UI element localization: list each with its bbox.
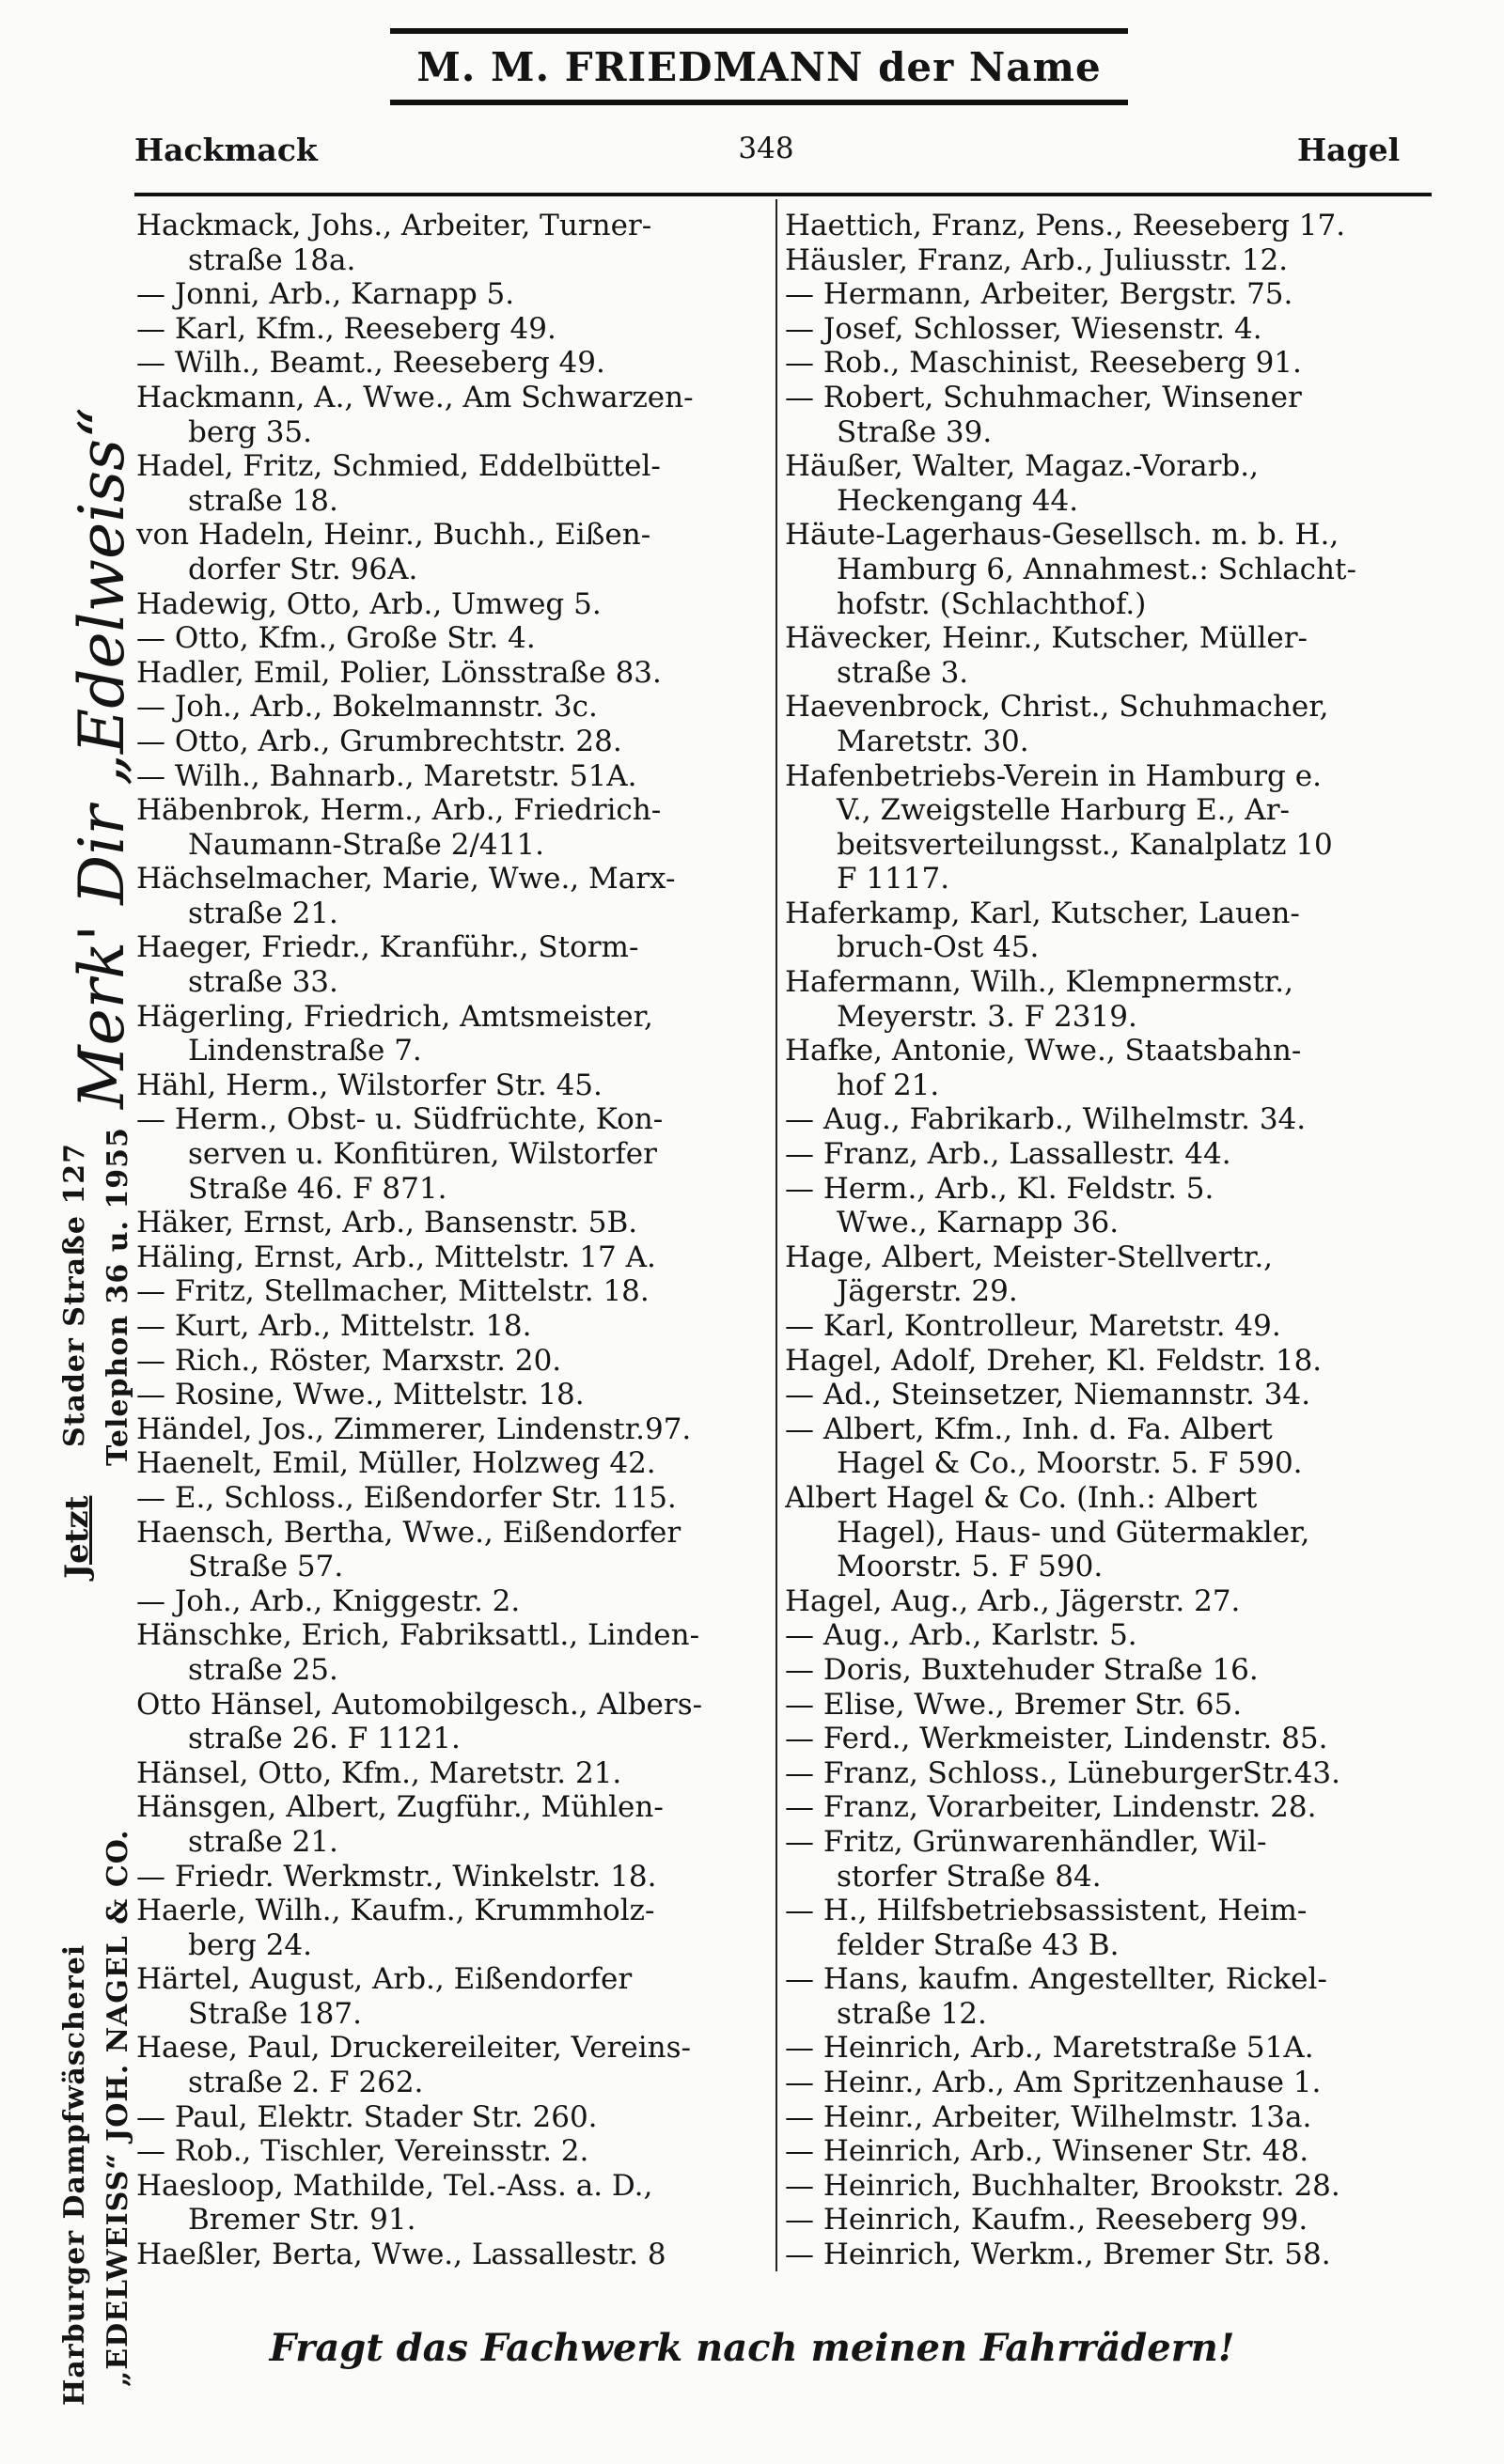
directory-entry-line: straße 2. F 262. <box>188 2066 424 2100</box>
directory-entry-line: Haenelt, Emil, Müller, Holzweg 42. <box>136 1446 656 1481</box>
directory-entry-line: Hafke, Antonie, Wwe., Staatsbahn- <box>785 1034 1302 1068</box>
directory-entry-line: V., Zweigstelle Harburg E., Ar- <box>837 793 1290 828</box>
directory-entry-line: Hähl, Herm., Wilstorfer Str. 45. <box>136 1068 603 1102</box>
directory-entry-line: — Heinrich, Arb., Winsener Str. 48. <box>785 2134 1309 2169</box>
directory-entry-line: — Fritz, Grünwarenhändler, Wil- <box>785 1824 1267 1859</box>
sidebar-address: Stader Straße 127 <box>58 1143 91 1447</box>
directory-entry-line: Straße 39. <box>837 414 993 449</box>
directory-entry-line: — Hans, kaufm. Angestellter, Rickel- <box>785 1962 1327 1997</box>
directory-entry-line: — Franz, Arb., Lassallestr. 44. <box>785 1137 1231 1172</box>
directory-entry-line: Härtel, August, Arb., Eißendorfer <box>136 1962 633 1997</box>
directory-entry-line: straße 18a. <box>188 242 356 277</box>
directory-entry-line: straße 26. F 1121. <box>188 1722 461 1756</box>
directory-entry-line: Hänsgen, Albert, Zugführ., Mühlen- <box>136 1790 664 1825</box>
directory-entry-line: Straße 187. <box>188 1996 362 2031</box>
sidebar-company-name: Harburger Dampfwäscherei <box>58 1943 91 2406</box>
directory-entry-line: Albert Hagel & Co. (Inh.: Albert <box>785 1480 1258 1515</box>
directory-entry-line: straße 18. <box>188 483 338 518</box>
directory-entry-line: Hackmack, Johs., Arbeiter, Turner- <box>136 209 652 242</box>
directory-entry-line: Haferkamp, Karl, Kutscher, Lauen- <box>785 896 1300 930</box>
directory-entry-line: bruch-Ost 45. <box>837 930 1040 965</box>
directory-entry-line: Hadel, Fritz, Schmied, Eddelbüttel- <box>136 449 661 484</box>
directory-entry-line: — Herm., Arb., Kl. Feldstr. 5. <box>785 1171 1214 1206</box>
directory-entry-line: Häusler, Franz, Arb., Juliusstr. 12. <box>785 242 1289 277</box>
directory-entry-line: — Robert, Schuhmacher, Winsener <box>785 380 1302 414</box>
directory-entry-line: — Fritz, Stellmacher, Mittelstr. 18. <box>136 1274 650 1309</box>
directory-entry-line: — Heinr., Arb., Am Spritzenhause 1. <box>785 2066 1322 2100</box>
directory-entry-line: — Doris, Buxtehuder Straße 16. <box>785 1652 1259 1687</box>
page-number: 348 <box>738 132 794 165</box>
left-column <box>136 209 764 2272</box>
directory-entry-line: — Heinrich, Buchhalter, Brookstr. 28. <box>785 2168 1340 2203</box>
directory-entry-line: — Rob., Tischler, Vereinsstr. 2. <box>136 2134 589 2169</box>
right-column <box>785 209 1434 2272</box>
directory-entry-line: Maretstr. 30. <box>837 724 1029 758</box>
directory-entry-line: serven u. Konfitüren, Wilstorfer <box>188 1137 657 1172</box>
directory-entry-line: straße 3. <box>837 655 969 690</box>
directory-entry-line: — Kurt, Arb., Mittelstr. 18. <box>136 1309 532 1343</box>
running-head-left: Hackmack <box>134 132 318 168</box>
directory-entry-line: Hafenbetriebs-Verein in Hamburg e. <box>785 758 1322 793</box>
directory-entry-line: Wwe., Karnapp 36. <box>837 1206 1120 1240</box>
directory-entry-line: — Rosine, Wwe., Mittelstr. 18. <box>136 1378 585 1412</box>
directory-entry-line: — Heinr., Arbeiter, Wilhelmstr. 13a. <box>785 2099 1312 2134</box>
running-head-right: Hagel <box>1297 132 1401 168</box>
directory-entry-line: Hägerling, Friedrich, Amtsmeister, <box>136 999 653 1034</box>
directory-entry-line: — Rich., Röster, Marxstr. 20. <box>136 1343 562 1378</box>
directory-entry-line: — Joh., Arb., Bokelmannstr. 3c. <box>136 690 598 725</box>
directory-entry-line: beitsverteilungsst., Kanalplatz 10 <box>837 827 1333 862</box>
directory-entry-line: straße 12. <box>837 1996 987 2031</box>
directory-entry-line: berg 24. <box>188 1927 313 1962</box>
directory-entry-line: Hächselmacher, Marie, Wwe., Marx- <box>136 862 676 897</box>
directory-entry-line: — Otto, Kfm., Große Str. 4. <box>136 621 536 656</box>
directory-entry-line: Haevenbrock, Christ., Schuhmacher, <box>785 690 1329 725</box>
directory-entry-line: Haettich, Franz, Pens., Reeseberg 17. <box>785 209 1346 242</box>
directory-entry-line: Haesloop, Mathilde, Tel.-Ass. a. D., <box>136 2168 653 2203</box>
directory-entry-line: Lindenstraße 7. <box>188 1034 422 1068</box>
directory-entry-line: storfer Straße 84. <box>837 1859 1102 1894</box>
directory-entry-line: — Wilh., Beamt., Reeseberg 49. <box>136 346 605 381</box>
directory-entry-line: Häker, Ernst, Arb., Bansenstr. 5B. <box>136 1206 638 1240</box>
directory-entry-line: — Heinrich, Werkm., Bremer Str. 58. <box>785 2238 1331 2272</box>
directory-entry-line: Haese, Paul, Druckereileiter, Vereins- <box>136 2031 691 2066</box>
directory-entry-line: hof 21. <box>837 1068 940 1102</box>
column-divider <box>776 199 777 2271</box>
directory-entry-line: — Ad., Steinsetzer, Niemannstr. 34. <box>785 1378 1311 1412</box>
directory-entry-line: Hänsel, Otto, Kfm., Maretstr. 21. <box>136 1755 622 1790</box>
directory-entry-line: Meyerstr. 3. F 2319. <box>837 999 1137 1034</box>
sidebar-company-brand: „EDELWEISS“ JOH. NAGEL & CO. <box>102 1829 134 2387</box>
footer-advert: Fragt das Fachwerk nach meinen Fahrrädern! <box>269 2326 1235 2370</box>
directory-entry-line: F 1117. <box>837 862 950 897</box>
directory-entry-line: Hagel, Aug., Arb., Jägerstr. 27. <box>785 1583 1241 1618</box>
directory-entry-line: Haeger, Friedr., Kranführ., Storm- <box>136 930 639 965</box>
directory-entry-line: Moorstr. 5. F 590. <box>837 1550 1104 1584</box>
directory-entry-line: Häbenbrok, Herm., Arb., Friedrich- <box>136 793 662 828</box>
directory-entry-line: Hadewig, Otto, Arb., Umweg 5. <box>136 586 602 621</box>
directory-entry-line: straße 21. <box>188 896 338 930</box>
directory-entry-line: — Hermann, Arbeiter, Bergstr. 75. <box>785 277 1293 312</box>
directory-entry-line: Otto Hänsel, Automobilgesch., Albers- <box>136 1687 703 1722</box>
directory-entry-line: — Aug., Fabrikarb., Wilhelmstr. 34. <box>785 1102 1307 1137</box>
header-rule <box>134 193 1432 196</box>
directory-entry-line: Hadler, Emil, Polier, Lönsstraße 83. <box>136 655 662 690</box>
directory-entry-line: — Karl, Kfm., Reeseberg 49. <box>136 311 556 346</box>
directory-entry-line: — Karl, Kontrolleur, Maretstr. 49. <box>785 1309 1281 1343</box>
directory-entry-line: Bremer Str. 91. <box>188 2203 416 2238</box>
directory-entry-line: berg 35. <box>188 414 313 449</box>
directory-entry-line: Hackmann, A., Wwe., Am Schwarzen- <box>136 380 694 414</box>
directory-entry-line: — Heinrich, Arb., Maretstraße 51A. <box>785 2031 1314 2066</box>
directory-entry-line: — Herm., Obst- u. Südfrüchte, Kon- <box>136 1102 664 1137</box>
directory-entry-line: — Rob., Maschinist, Reeseberg 91. <box>785 346 1302 381</box>
banner-text: M. M. FRIEDMANN der Name <box>416 43 1102 90</box>
directory-entry-line: Häußer, Walter, Magaz.-Vorarb., <box>785 449 1259 484</box>
directory-entry-line: — Wilh., Bahnarb., Maretstr. 51A. <box>136 758 637 793</box>
sidebar-phone: Telephon 36 u. 1955 <box>102 1127 134 1466</box>
directory-entry-line: Hagel), Haus- und Gütermakler, <box>837 1515 1310 1550</box>
directory-entry-line: Naumann-Straße 2/411. <box>188 827 544 862</box>
directory-entry-line: straße 33. <box>188 965 338 1000</box>
directory-entry-line: Jägerstr. 29. <box>837 1274 1018 1309</box>
directory-entry-line: Hafermann, Wilh., Klempnermstr., <box>785 965 1294 1000</box>
directory-entry-line: — Paul, Elektr. Stader Str. 260. <box>136 2099 598 2134</box>
directory-entry-line: — Otto, Arb., Grumbrechtstr. 28. <box>136 724 622 758</box>
directory-entry-line: Haeßler, Berta, Wwe., Lassallestr. 8 <box>136 2238 666 2272</box>
directory-entry-line: — Franz, Vorarbeiter, Lindenstr. 28. <box>785 1790 1317 1825</box>
directory-entry-line: — Jonni, Arb., Karnapp 5. <box>136 277 515 312</box>
directory-entry-line: dorfer Str. 96A. <box>188 552 418 586</box>
directory-entry-line: felder Straße 43 B. <box>837 1927 1120 1962</box>
directory-entry-line: Händel, Jos., Zimmerer, Lindenstr.97. <box>136 1411 692 1446</box>
directory-entry-line: Hage, Albert, Meister-Stellvertr., <box>785 1240 1274 1274</box>
sidebar-slogan: Merk' Dir „Edelweiss“ <box>66 407 138 1109</box>
directory-entry-line: — Joh., Arb., Kniggestr. 2. <box>136 1583 521 1618</box>
directory-entry-line: — Aug., Arb., Karlstr. 5. <box>785 1618 1137 1653</box>
directory-entry-line: Haensch, Bertha, Wwe., Eißendorfer <box>136 1515 682 1550</box>
directory-entry-line: Hagel, Adolf, Dreher, Kl. Feldstr. 18. <box>785 1343 1323 1378</box>
advertising-banner <box>390 28 1128 105</box>
sidebar-jetzt: Jetzt <box>58 1495 96 1579</box>
directory-entry-line: — Elise, Wwe., Bremer Str. 65. <box>785 1687 1243 1722</box>
directory-entry-line: — Heinrich, Kaufm., Reeseberg 99. <box>785 2203 1308 2238</box>
directory-entry-line: Häute-Lagerhaus-Gesellsch. m. b. H., <box>785 518 1340 553</box>
directory-entry-line: Häling, Ernst, Arb., Mittelstr. 17 A. <box>136 1240 656 1274</box>
directory-entry-line: — Friedr. Werkmstr., Winkelstr. 18. <box>136 1859 657 1894</box>
directory-entry-line: — Josef, Schlosser, Wiesenstr. 4. <box>785 311 1262 346</box>
directory-entry-line: — Albert, Kfm., Inh. d. Fa. Albert <box>785 1411 1273 1446</box>
directory-entry-line: hofstr. (Schlachthof.) <box>837 586 1147 621</box>
directory-entry-line: Hänschke, Erich, Fabriksattl., Linden- <box>136 1618 700 1653</box>
directory-entry-line: Haerle, Wilh., Kaufm., Krummholz- <box>136 1894 655 1928</box>
directory-entry-line: Heckengang 44. <box>837 483 1079 518</box>
directory-entry-line: von Hadeln, Heinr., Buchh., Eißen- <box>136 518 651 553</box>
directory-entry-line: — E., Schloss., Eißendorfer Str. 115. <box>136 1480 677 1515</box>
directory-entry-line: Hamburg 6, Annahmest.: Schlacht- <box>837 552 1356 586</box>
directory-entry-line: Hagel & Co., Moorstr. 5. F 590. <box>837 1446 1303 1481</box>
directory-entry-line: straße 25. <box>188 1652 338 1687</box>
directory-entry-line: straße 21. <box>188 1824 338 1859</box>
directory-entry-line: Straße 57. <box>188 1550 344 1584</box>
directory-entry-line: Hävecker, Heinr., Kutscher, Müller- <box>785 621 1308 656</box>
directory-entry-line: — Franz, Schloss., LüneburgerStr.43. <box>785 1755 1340 1790</box>
directory-entry-line: — Ferd., Werkmeister, Lindenstr. 85. <box>785 1722 1328 1756</box>
directory-entry-line: — H., Hilfsbetriebsassistent, Heim- <box>785 1894 1308 1928</box>
directory-entry-line: Straße 46. F 871. <box>188 1171 447 1206</box>
